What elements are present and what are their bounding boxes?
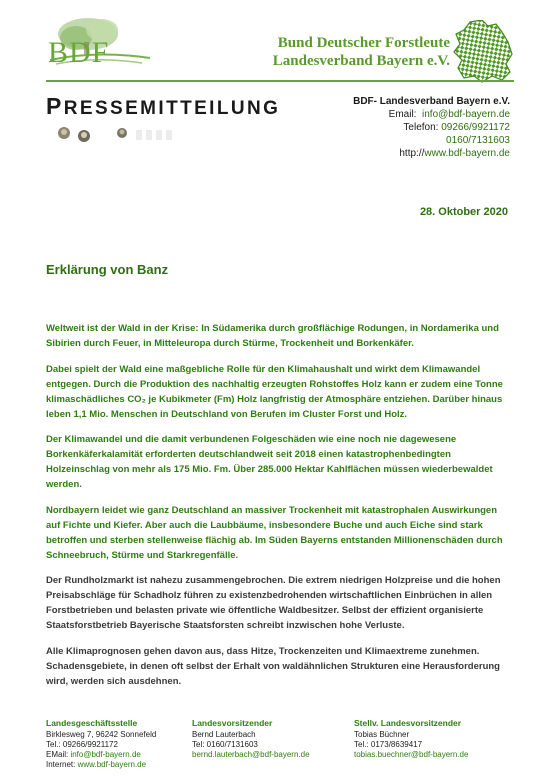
header-rule bbox=[46, 80, 514, 82]
paragraph: Der Klimawandel und die damit verbundenen Folgeschäden wie eine noch nie dagewesene Borkenkäferkalamität erforderten deutschlandweit seit 2018 einen katastrophenbedingten Holzeinschlag von mehr als 175 Mio. Fm. Über 285.000 Hektar Kahlflächen müssen wiederbewaldet werden. bbox=[46, 434, 493, 490]
decorative-photo-dots bbox=[58, 122, 178, 144]
contact-phone-row bbox=[353, 121, 510, 134]
contact-email-link[interactable]: info@bdf-bayern.de bbox=[422, 109, 510, 120]
org-name-line1: Bund Deutscher Forstleute bbox=[277, 35, 450, 51]
contact-web-row bbox=[353, 147, 510, 160]
footer-chair-title: Landesvorsitzender bbox=[192, 718, 273, 728]
footer-office-email-row bbox=[46, 750, 156, 760]
bdf-logo bbox=[46, 16, 156, 78]
footer-office-web[interactable]: www.bdf-bayern.de bbox=[77, 760, 147, 769]
footer-deputy-email[interactable]: tobias.buechner@bdf-bayern.de bbox=[354, 750, 469, 759]
footer-email-label: EMail: bbox=[46, 750, 71, 759]
logo-text: BDF bbox=[48, 36, 110, 69]
footer-chair-email[interactable]: bernd.lauterbach@bdf-bayern.de bbox=[192, 750, 310, 759]
press-release-title bbox=[46, 93, 280, 120]
footer-office-phone: Tel.: 09266/9921172 bbox=[46, 740, 118, 749]
footer-deputy-phone: Tel.: 0173/8639417 bbox=[354, 740, 423, 749]
contact-block bbox=[353, 95, 510, 160]
footer-deputy bbox=[354, 718, 468, 760]
contact-email-row bbox=[353, 108, 510, 121]
contact-org: BDF- Landesverband Bayern e.V. bbox=[353, 96, 510, 107]
contact-phone1: 09266/9921172 bbox=[441, 122, 510, 133]
footer-office bbox=[46, 718, 156, 770]
footer-office-title: Landesgeschäftsstelle bbox=[46, 718, 138, 728]
phone-label: Telefon: bbox=[403, 122, 439, 133]
footer-chair-name: Bernd Lauterbach bbox=[192, 730, 256, 739]
bavaria-map-icon bbox=[452, 20, 514, 84]
paragraph: Dabei spielt der Wald eine maßgebliche Rolle für den Klimahaushalt und wirkt dem Klimawandel entgegen. Durch die Produktion des nachhaltig erzeugten Rohstoffes Holz kann er zudem eine Tonne klimaschädliches CO₂ je Kubikmeter (Fm) Holz langfristig der Atmosphäre entziehen. Darüber hinaus leben 1,1 Mio. Menschen in Deutschland von Berufen im Cluster Forst und Holz. bbox=[46, 363, 503, 420]
press-title-rest: RESSEMITTEILUNG bbox=[63, 98, 281, 119]
footer-office-email[interactable]: info@bdf-bayern.de bbox=[70, 750, 141, 759]
footer-office-web-row bbox=[46, 760, 156, 770]
document-heading: Erklärung von Banz bbox=[46, 262, 169, 277]
release-date: 28. Oktober 2020 bbox=[419, 206, 508, 218]
paragraph: Der Rundholzmarkt ist nahezu zusammengebrochen. Die extrem niedrigen Holzpreise und die hohen Preisabschläge für Schadholz führen zu existenzbedrohenden wirtschaftlichen Einbrüchen in allen Forstbetrieben und belasten private wie öffentliche Waldbesitzer. Selbst der effizient organisierte Staatsforstbetrieb Bayerische Staatsforsten schreibt inzwischen hohe Verluste. bbox=[46, 575, 501, 631]
footer-web-label: Internet: bbox=[46, 760, 78, 769]
email-label: Email: bbox=[388, 109, 417, 120]
footer-chair-phone: Tel: 0160/7131603 bbox=[192, 740, 258, 749]
paragraph: Weltweit ist der Wald in der Krise: In Südamerika durch großflächige Rodungen, in Nordamerika und Sibirien durch Feuer, in Mitteleuropa durch Stürme, Trockenheit und Borkenkäfer. bbox=[46, 323, 499, 349]
footer-deputy-title: Stellv. Landesvorsitzender bbox=[354, 718, 462, 728]
contact-phone2: 0160/7131603 bbox=[446, 135, 510, 146]
footer-deputy-name: Tobias Büchner bbox=[354, 730, 410, 739]
org-name-line2: Landesverband Bayern e.V. bbox=[272, 53, 450, 69]
footer-chair bbox=[192, 718, 310, 760]
paragraph: Nordbayern leidet wie ganz Deutschland an massiver Trockenheit mit katastrophalen Auswirkungen auf Fichte und Kiefer. Aber auch die Laubbäume, insbesondere Buche und auch Eiche sind stark betroffen und sterben stellenweise flächig ab. Im Süden Bayerns entstanden Millionenschäden durch Schneebruch, Stürme und Starkregenfälle. bbox=[46, 504, 503, 561]
web-prefix: http:// bbox=[399, 148, 425, 159]
paragraph: Alle Klimaprognosen gehen davon aus, dass Hitze, Trockenzeiten und Klimaextreme zunehmen. Schadensgebiete, in denen oft selbst der Erhalt von waldähnlichen Strukturen eine Herausforderung wird, werden sich ausdehnen. bbox=[46, 645, 500, 687]
body-text bbox=[46, 321, 512, 699]
footer-office-address: Birklesweg 7, 96242 Sonnefeld bbox=[46, 730, 157, 739]
press-title-initial: P bbox=[46, 93, 64, 119]
contact-web-link[interactable]: www.bdf-bayern.de bbox=[424, 148, 510, 159]
